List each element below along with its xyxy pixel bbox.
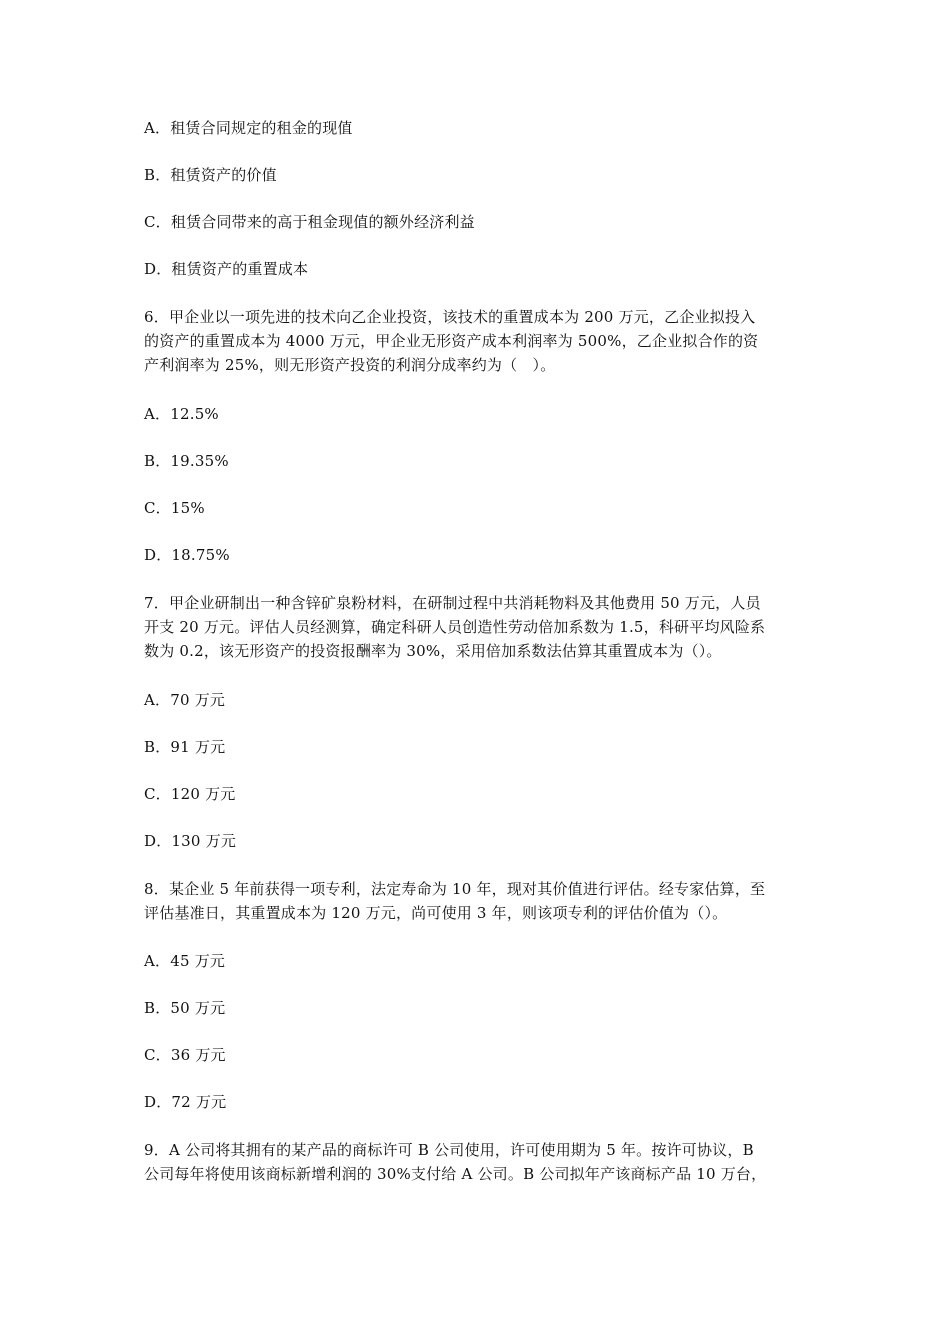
q6-option-b: B．19.35%	[144, 452, 229, 470]
question-8-text	[144, 877, 808, 925]
question-9-line: 公司每年将使用该商标新增利润的 30%支付给 A 公司。B 公司拟年产该商标产品 10 万台，	[144, 1165, 767, 1183]
option-c: C．租赁合同带来的高于租金现值的额外经济利益	[144, 213, 475, 231]
question-6-line: 的资产的重置成本为 4000 万元，甲企业无形资产成本利润率为 500%，乙企业拟合作的资	[144, 332, 759, 350]
q6-option-c: C．15%	[144, 499, 205, 517]
q7-option-d: D．130 万元	[144, 832, 237, 850]
q8-option-a: A．45 万元	[144, 952, 226, 970]
q6-option-d: D．18.75%	[144, 546, 230, 564]
question-7-text	[144, 591, 808, 663]
question-8-line: 评估基准日，其重置成本为 120 万元，尚可使用 3 年，则该项专利的评估价值为（）。	[144, 904, 728, 922]
question-6-text	[144, 305, 808, 377]
question-7-line: 开支 20 万元。评估人员经测算，确定科研人员创造性劳动倍加系数为 1.5，科研平均风险系	[144, 618, 766, 636]
question-8-line: 8．某企业 5 年前获得一项专利，法定寿命为 10 年，现对其价值进行评估。经专家估算，至	[144, 880, 766, 898]
q8-option-d: D．72 万元	[144, 1093, 227, 1111]
question-7-line: 7．甲企业研制出一种含锌矿泉粉材料，在研制过程中共消耗物料及其他费用 50 万元，人员	[144, 594, 761, 612]
question-9-text	[144, 1138, 808, 1186]
q6-option-a: A．12.5%	[144, 405, 219, 423]
option-d: D．租赁资产的重置成本	[144, 260, 309, 278]
question-7-line: 数为 0.2，该无形资产的投资报酬率为 30%，采用倍加系数法估算其重置成本为（）。	[144, 642, 722, 660]
q7-option-a: A．70 万元	[144, 691, 226, 709]
q7-option-c: C．120 万元	[144, 785, 236, 803]
question-9-line: 9．A 公司将其拥有的某产品的商标许可 B 公司使用，许可使用期为 5 年。按许可协议，B	[144, 1141, 754, 1159]
question-6-line: 产利润率为 25%，则无形资产投资的利润分成率约为（ ）。	[144, 356, 556, 374]
q7-option-b: B．91 万元	[144, 738, 226, 756]
question-6-line: 6．甲企业以一项先进的技术向乙企业投资，该技术的重置成本为 200 万元，乙企业拟投入	[144, 308, 756, 326]
option-b: B．租赁资产的价值	[144, 166, 277, 184]
option-a: A．租赁合同规定的租金的现值	[144, 119, 353, 137]
q8-option-b: B．50 万元	[144, 999, 226, 1017]
q8-option-c: C．36 万元	[144, 1046, 226, 1064]
